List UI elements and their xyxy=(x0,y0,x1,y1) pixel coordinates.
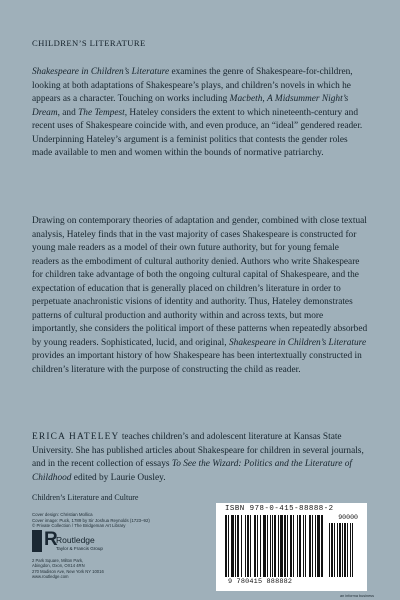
book-title-ref: Shakespeare in Children’s Literature xyxy=(32,67,170,77)
author-bio-text: edited by Laurie Ousley. xyxy=(71,472,166,483)
barcode-bar xyxy=(250,515,251,577)
book-title-ref: Shakespeare in Children’s Literature xyxy=(228,337,367,348)
barcode-bar xyxy=(280,515,283,577)
work-title: Macbeth xyxy=(229,94,263,104)
barcode-bar xyxy=(309,515,311,577)
barcode-bar xyxy=(290,515,292,577)
barcode-bar xyxy=(315,515,316,577)
barcode-bar xyxy=(299,515,301,577)
barcode-bar xyxy=(263,515,266,577)
barcode-bar xyxy=(293,515,294,577)
author-name: ERICA HATELEY xyxy=(32,432,120,442)
barcode-icon xyxy=(225,515,358,579)
barcode-bar xyxy=(317,515,320,577)
barcode-bar xyxy=(228,515,229,577)
routledge-r-icon: R xyxy=(44,529,58,550)
addon-bar xyxy=(329,523,330,577)
description-paragraph-1 xyxy=(32,66,368,161)
barcode-bar xyxy=(235,515,236,577)
description-text: examines the genre of Shakespeare-for-children, looking at both adaptations of Shakespeare’s plays, and children’s novels in which he appears as a character. Touching on works including xyxy=(32,67,353,104)
barcode-bar xyxy=(278,515,279,577)
addon-bar xyxy=(350,523,351,577)
cover-credits xyxy=(32,512,150,529)
address-line: 270 Madison Ave, New York NY 10016 xyxy=(32,568,104,574)
barcode-bar xyxy=(287,515,288,577)
description-text: provides an important history of how Shakespeare has been intertextually constructed in children’s literature with the purpose of constructing the child as reader. xyxy=(32,351,362,375)
barcode-bar xyxy=(274,515,276,577)
address-line: www.routledge.com xyxy=(32,573,69,579)
address-line: Abingdon, Oxon, OX14 4RN xyxy=(32,563,85,569)
addon-bar xyxy=(337,523,338,577)
publisher-tagline: an informa business xyxy=(340,594,374,598)
author-bio xyxy=(32,431,368,485)
description-paragraph-2 xyxy=(32,215,368,377)
barcode-bar xyxy=(270,515,271,577)
separator: , xyxy=(262,94,268,104)
essay-collection-title: To See the Wizard: Politics and the Literature of Childhood xyxy=(32,459,352,483)
work-title: A Midsummer Night’s Dream xyxy=(32,94,349,118)
credit-line: © Private Collection / The Bridgeman Art Library xyxy=(32,523,126,529)
barcode-bar xyxy=(297,515,298,577)
barcode-bar xyxy=(254,515,256,577)
barcode-bar xyxy=(284,515,286,577)
author-bio-text: teaches children’s and adolescent literature at Kansas State University. She has published articles about Shakespeare for children in several journals, and in the recent collection of essays xyxy=(32,432,364,469)
barcode-bar xyxy=(321,515,323,577)
description-text: Drawing on contemporary theories of adaptation and gender, combined with close textual analysis, Hateley finds that in the vast majority of cases Shakespeare is constructed for young male readers as a model of their own future authority, but for young female readers as the embodiment of cultural authority denied. Authors who write Shakespeare for children take advantage of both the ongoing cultural capital of Shakespeare, and the expectation of education that is generally placed on children’s literature in order to perpetuate anachronistic visions of identity and authority. Thus, Hateley demonstrates patterns of cultural production and authority within and across texts, but more importantly, she considers the political import of these patterns when repeatedly absorbed by young readers. Sophisticated, lucid, and original, xyxy=(32,216,368,348)
barcode-bar xyxy=(257,515,258,577)
separator: , and xyxy=(57,107,79,118)
barcode-bar xyxy=(303,515,304,577)
addon-bar xyxy=(334,523,335,577)
credit-line: Cover image: Puck, 1789 by Sir Joshua Reynolds (1723–92) xyxy=(32,517,150,523)
addon-bar xyxy=(352,523,353,577)
addon-bar xyxy=(339,523,341,577)
publisher-name: Routledge xyxy=(56,535,95,545)
credit-line: Cover design: Christian Mollica xyxy=(32,512,93,517)
addon-bar xyxy=(342,523,343,577)
barcode-bar xyxy=(237,515,239,577)
barcode-bar xyxy=(267,515,268,577)
category-heading: CHILDREN’S LITERATURE xyxy=(32,38,146,48)
barcode-bar xyxy=(225,515,227,577)
barcode-bar xyxy=(241,515,242,577)
publisher-subtitle: Taylor & Francis Group xyxy=(56,546,103,551)
barcode-bar xyxy=(247,515,249,577)
barcode-bar xyxy=(312,515,313,577)
barcode-bar xyxy=(231,515,234,577)
addon-bar xyxy=(331,523,333,577)
addon-bar xyxy=(347,523,348,577)
address-line: 2 Park Square, Milton Park, xyxy=(32,558,84,563)
ean-digits: 9 780415 888882 xyxy=(228,578,293,586)
isbn-text: ISBN 978-0-415-88888-2 xyxy=(225,505,334,513)
barcode-bar xyxy=(305,515,306,577)
barcode-panel xyxy=(216,503,367,591)
description-text: , Hateley considers the extent to which nineteenth-century and recent uses of Shakespeare coincide with, and even produce, an “ideal” gendered reader. Underpinning Hateley’s argument is a feminist politics that contests the gender roles made available to men and women within the bounds of normative patriarchy. xyxy=(32,107,363,158)
publisher-address xyxy=(32,558,104,579)
series-name: Children’s Literature and Culture xyxy=(32,493,139,502)
barcode-bar xyxy=(245,515,246,577)
addon-bar xyxy=(344,523,346,577)
barcode-bar xyxy=(272,515,273,577)
logo-bar-icon xyxy=(32,530,42,552)
price-addon-digits: 90000 xyxy=(338,514,358,521)
barcode-bar xyxy=(260,515,261,577)
work-title: The Tempest xyxy=(78,107,125,118)
